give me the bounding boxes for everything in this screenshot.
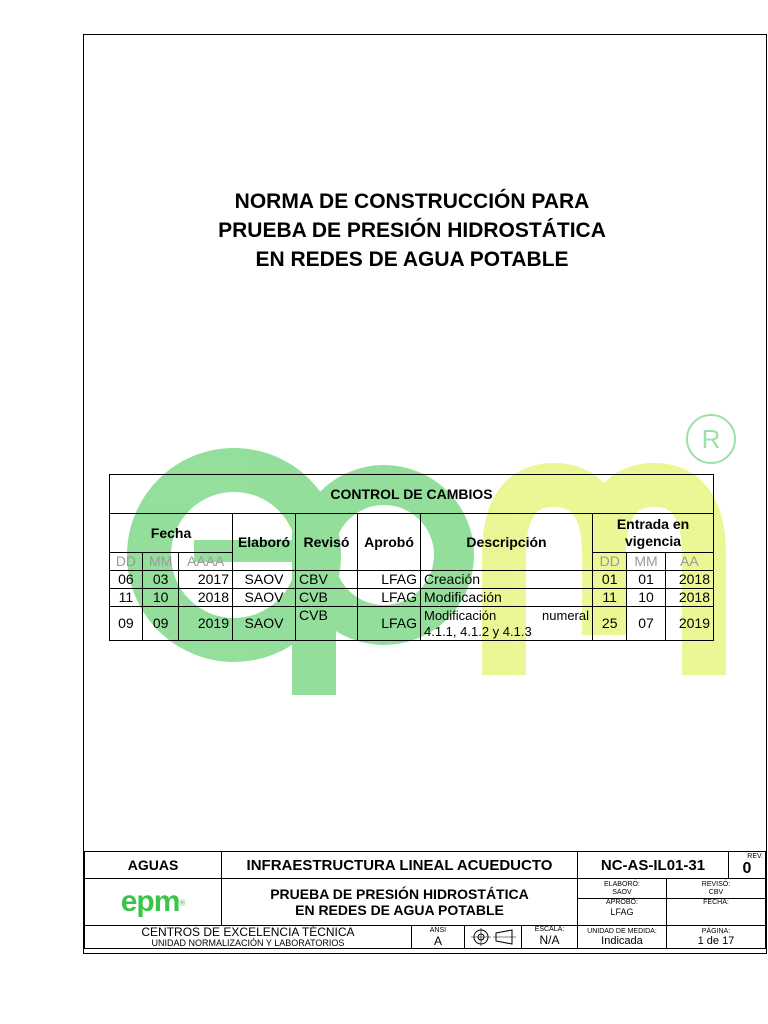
ansi-value: A	[433, 934, 442, 948]
cell-v-mm: 01	[627, 571, 665, 589]
cell-descripcion: Creación	[421, 571, 593, 589]
projection-escala-cell	[464, 926, 577, 949]
sub-v-mm: MM	[627, 553, 665, 571]
reviso-value: CBV	[708, 888, 724, 896]
pagina-label: PÁGINA:	[701, 927, 731, 935]
sub-dd: DD	[110, 553, 143, 571]
cell-aprobo: LFAG	[358, 607, 421, 641]
table-row	[110, 607, 714, 641]
unidad-cell	[577, 926, 666, 949]
cell-mm: 09	[142, 607, 179, 641]
cell-descripcion	[421, 607, 593, 641]
cell-descripcion: Modificación	[421, 589, 593, 607]
cell-v-dd: 11	[593, 589, 627, 607]
revision-cell	[729, 852, 766, 879]
rev-value: 0	[742, 860, 752, 877]
elaboro-cell	[577, 879, 666, 899]
cell-reviso: CBV	[296, 571, 358, 589]
sub-v-aa: AA	[665, 553, 713, 571]
area-label: AGUAS	[85, 852, 222, 879]
ansi-label: ANSI	[429, 927, 447, 934]
cell-aprobo: LFAG	[358, 589, 421, 607]
cell-reviso: CVB	[296, 607, 358, 641]
centro-subline: UNIDAD NORMALIZACIÓN Y LABORATORIOS	[151, 938, 345, 948]
cell-v-mm: 10	[627, 589, 665, 607]
escala-label: ESCALA:	[534, 926, 565, 933]
cell-reviso: CVB	[296, 589, 358, 607]
cell-dd: 06	[110, 571, 143, 589]
aprobo-cell	[577, 899, 666, 926]
reviso-label: REVISÓ:	[701, 880, 731, 888]
document-code: NC-AS-IL01-31	[577, 852, 728, 879]
control-cambios-title: CONTROL DE CAMBIOS	[110, 475, 714, 514]
doc-title-line: PRUEBA DE PRESIÓN HIDROSTÁTICA	[270, 886, 529, 902]
escala-value: N/A	[539, 933, 560, 947]
registered-mark-letter: R	[701, 424, 721, 454]
title-line: NORMA DE CONSTRUCCIÓN PARA	[234, 190, 590, 213]
cell-aaaa: 2018	[179, 589, 233, 607]
cell-v-aa: 2018	[665, 571, 713, 589]
cell-mm: 10	[142, 589, 179, 607]
projection-symbol-icon	[465, 926, 522, 948]
cell-aaaa: 2017	[179, 571, 233, 589]
registered-icon: ®	[179, 898, 186, 908]
page-frame	[83, 34, 767, 954]
infra-label: INFRAESTRUCTURA LINEAL ACUEDUCTO	[222, 852, 578, 879]
fecha-cell	[666, 899, 765, 926]
cell-mm: 03	[142, 571, 179, 589]
escala-cell	[522, 926, 577, 948]
elaboro-label: ELABORÓ:	[604, 880, 640, 888]
epm-logo-text: epm	[120, 885, 180, 918]
title-block	[84, 851, 766, 949]
header-fecha: Fecha	[110, 514, 233, 553]
descripcion-line: 4.1.1, 4.1.2 y 4.1.3	[424, 623, 532, 639]
descripcion-line: Modificación	[424, 607, 497, 623]
cell-dd: 09	[110, 607, 143, 641]
header-aprobo: Aprobó	[358, 514, 421, 571]
header-entrada-vigencia: Entrada en vigencia	[593, 514, 714, 553]
sub-v-dd: DD	[593, 553, 627, 571]
aprobo-label: APROBÓ:	[606, 899, 638, 906]
aprobo-value: LFAG	[610, 907, 634, 917]
sub-mm: MM	[142, 553, 179, 571]
ansi-cell	[411, 926, 464, 949]
cell-aaaa: 2019	[179, 607, 233, 641]
pagina-cell	[666, 926, 765, 949]
title-line: EN REDES DE AGUA POTABLE	[255, 248, 569, 271]
cell-elaboro: SAOV	[233, 571, 296, 589]
cell-v-dd: 01	[593, 571, 627, 589]
cell-elaboro: SAOV	[233, 589, 296, 607]
descripcion-word: numeral	[542, 607, 589, 623]
cell-v-dd: 25	[593, 607, 627, 641]
table-row	[110, 589, 714, 607]
centro-line: CENTROS DE EXCELENCIA TÉCNICA	[141, 925, 355, 939]
cell-v-mm: 07	[627, 607, 665, 641]
cell-aprobo: LFAG	[358, 571, 421, 589]
cell-v-aa: 2018	[665, 589, 713, 607]
header-descripcion: Descripción	[421, 514, 593, 571]
reviso-cell	[666, 879, 765, 899]
table-row	[110, 571, 714, 589]
doc-title-line: EN REDES DE AGUA POTABLE	[295, 902, 504, 918]
header-elaboro: Elaboró	[233, 514, 296, 571]
doc-title-block	[222, 879, 578, 926]
cell-dd: 11	[110, 589, 143, 607]
document-title	[84, 187, 740, 274]
unidad-label: UNIDAD DE MEDIDA:	[587, 927, 657, 935]
fecha-label: FECHA:	[703, 899, 729, 906]
epm-logo	[85, 879, 222, 926]
control-cambios-table	[109, 474, 714, 641]
header-reviso: Revisó	[296, 514, 358, 571]
centro-cell	[85, 926, 412, 949]
elaboro-value: SAOV	[612, 888, 632, 896]
pagina-value: 1 de 17	[697, 934, 735, 947]
rev-label: REV.	[747, 853, 763, 860]
title-line: PRUEBA DE PRESIÓN HIDROSTÁTICA	[218, 219, 606, 242]
sub-aaaa: AAAA	[179, 553, 233, 571]
cell-v-aa: 2019	[665, 607, 713, 641]
cell-elaboro: SAOV	[233, 607, 296, 641]
unidad-value: Indicada	[601, 934, 643, 947]
